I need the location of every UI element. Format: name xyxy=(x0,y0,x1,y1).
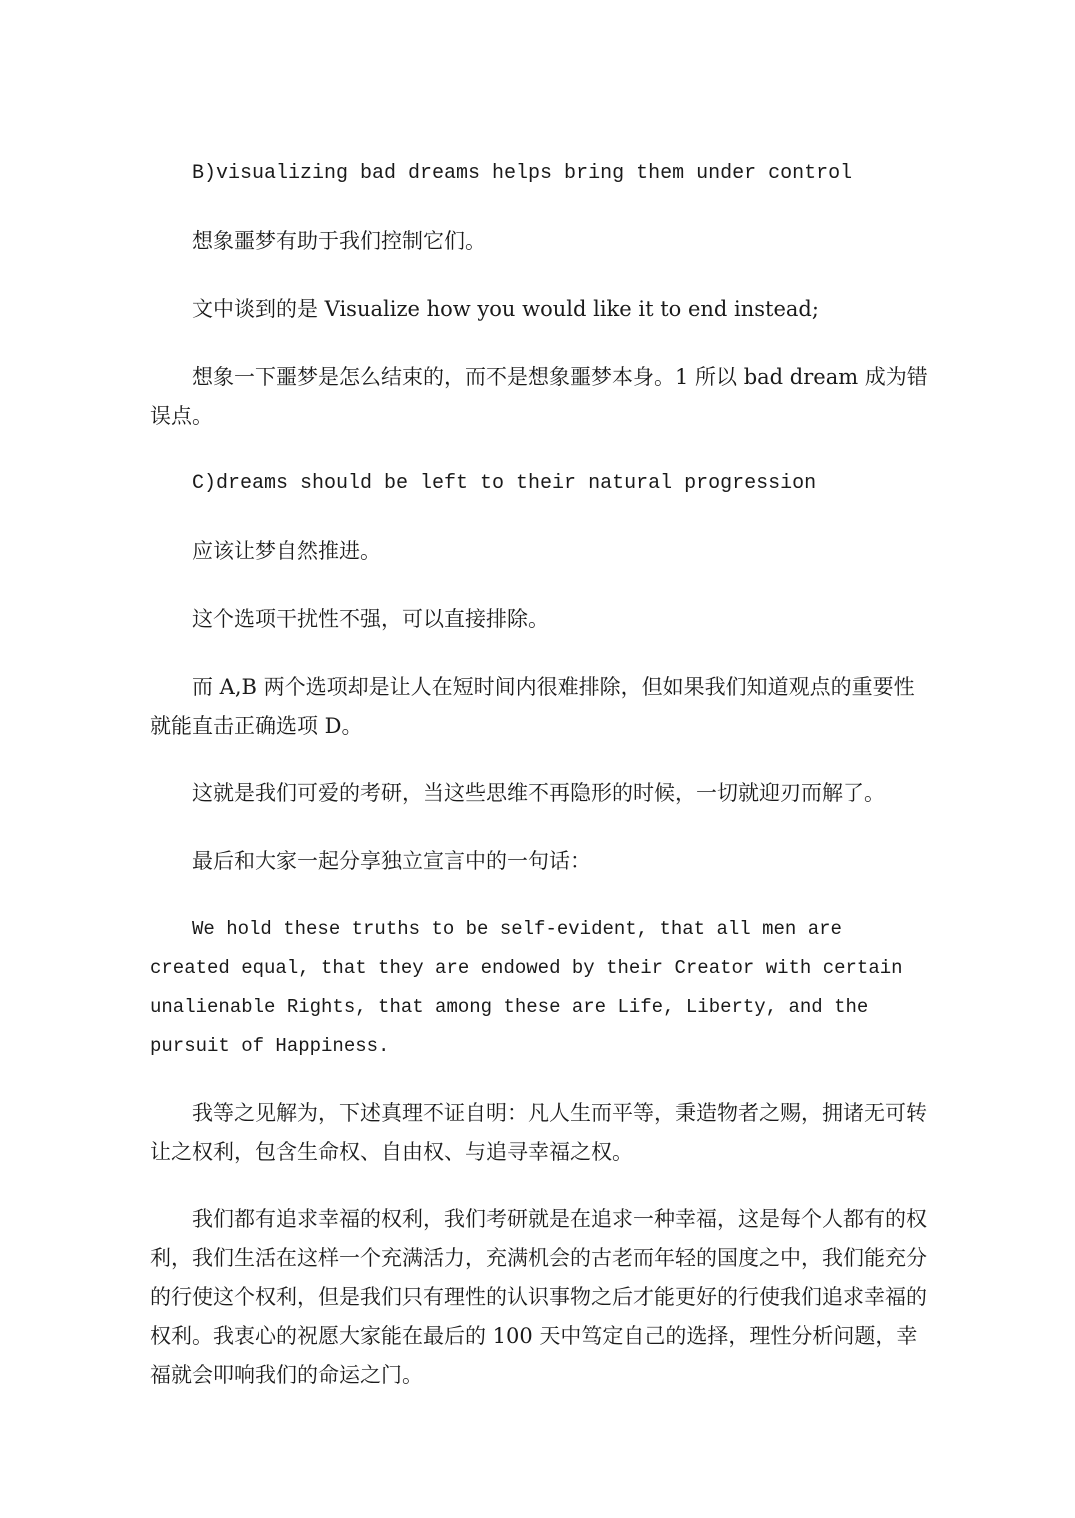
quote-intro: 最后和大家一起分享独立宣言中的一句话： xyxy=(192,849,591,873)
option-b-text: B)visualizing bad dreams helps bring them under control xyxy=(192,162,853,185)
text-reference: 文中谈到的是 Visualize how you would like it to end instead; xyxy=(192,297,819,321)
closing-paragraph: 我们都有追求幸福的权利，我们考研就是在追求一种幸福，这是每个人都有的权利，我们生活在这样一个充满活力，充满机会的古老而年轻的国度之中，我们能充分的行使这个权利，但是我们只有理性的认识事物之后才能更好的行使我们追求幸福的权利。我衷心的祝愿大家能在最后的 100 天中笃定自己的选择，理性分析问题，幸福就会叩响我们的命运之门。 xyxy=(150,1207,927,1387)
option-c-explanation: 这个选项干扰性不强，可以直接排除。 xyxy=(192,607,549,631)
option-b-explanation: 想象一下噩梦是怎么结束的，而不是想象噩梦本身。1 所以 bad dream 成为错误点。 xyxy=(150,365,928,428)
option-c-text: C)dreams should be left to their natural progression xyxy=(192,472,817,495)
answer-summary: 而 A,B 两个选项却是让人在短时间内很难排除，但如果我们知道观点的重要性就能直击正确选项 D。 xyxy=(150,675,915,738)
declaration-translation: 我等之见解为，下述真理不证自明：凡人生而平等，秉造物者之赐，拥诸无可转让之权利，包含生命权、自由权、与追寻幸福之权。 xyxy=(150,1101,927,1164)
declaration-quote: We hold these truths to be self-evident, that all men are created equal, that they are endowed by their Creator with certain unalienable Rights, that among these are Life, Liberty, and the pursuit of Happiness. xyxy=(150,918,903,1057)
document-page xyxy=(150,154,930,1395)
option-c-translation: 应该让梦自然推进。 xyxy=(192,539,381,563)
option-b-translation: 想象噩梦有助于我们控制它们。 xyxy=(192,229,486,253)
conclusion-paragraph: 这就是我们可爱的考研，当这些思维不再隐形的时候，一切就迎刃而解了。 xyxy=(192,781,885,805)
